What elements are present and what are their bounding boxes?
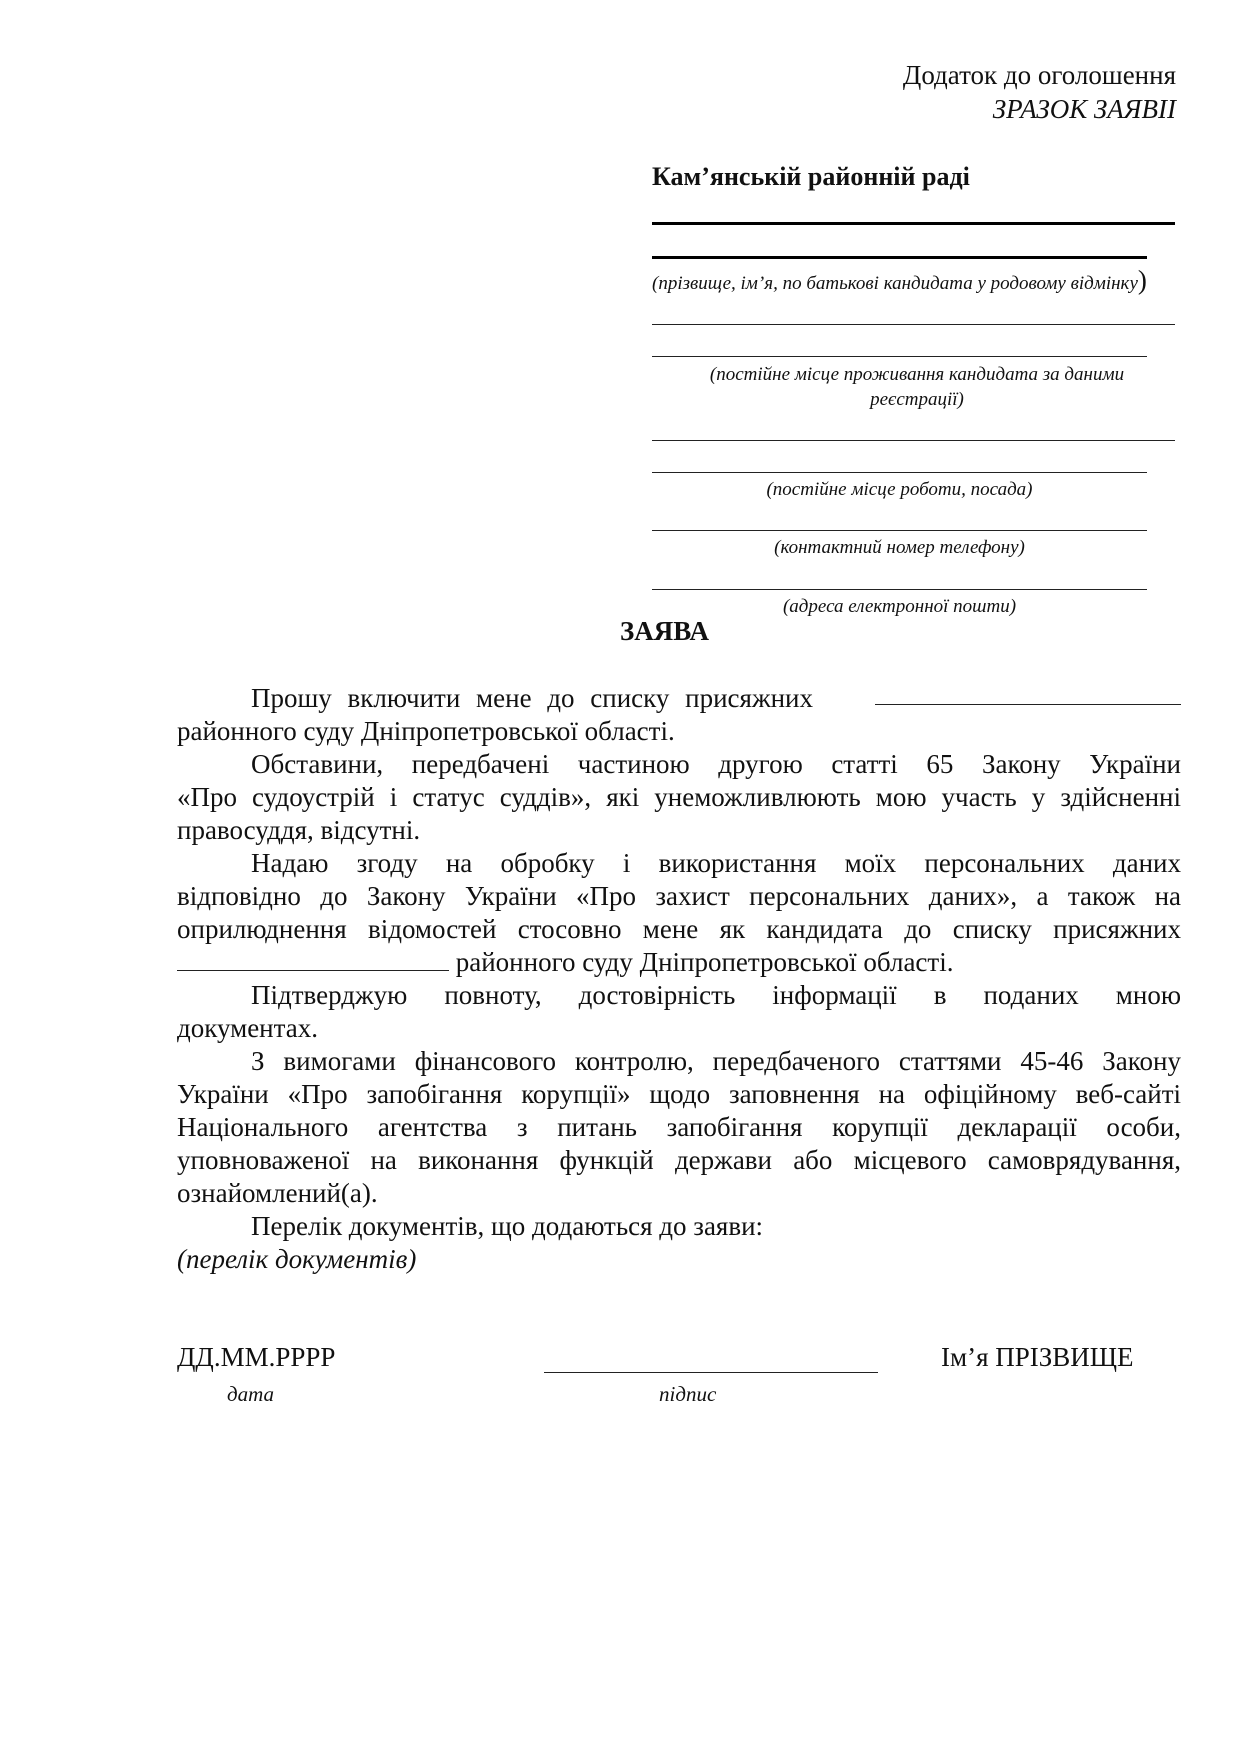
hint-residence-line-2: реєстрації) [870, 389, 964, 410]
p4-line-2: документах. [177, 1013, 318, 1043]
hint-name-text: (прізвище, ім’я, по батькові кандидата у родовому відмінку [652, 273, 1138, 294]
residence-line-1 [652, 324, 1175, 325]
hint-work: (постійне місце роботи, посада) [766, 479, 1033, 500]
documents-list: (перелік документів) [177, 1244, 417, 1274]
hint-phone: (контактний номер телефону) [774, 537, 1025, 558]
hint-residence-line-1: (постійне місце проживання кандидата за даними [709, 364, 1125, 385]
p1-text-a: Прошу включити мене до списку присяжних [251, 683, 813, 713]
p4-line-1: Підтверджую повноту, достовірність інформації в поданих мною [251, 980, 1181, 1010]
email-line [652, 589, 1147, 590]
name-line-2 [652, 256, 1147, 259]
full-name-value: Ім’я ПРІЗВИЩЕ [941, 1342, 1134, 1372]
p5-line-1: З вимогами фінансового контролю, передбаченого статтями 45-46 Закону [251, 1046, 1181, 1076]
paragraph-2 [177, 748, 1181, 847]
p1-line-2: районного суду Дніпропетровської області. [177, 716, 675, 746]
hint-name-paren: ) [1137, 265, 1147, 295]
court-name-blank-2[interactable] [177, 948, 449, 971]
hint-residence [652, 362, 1182, 412]
paragraph-3 [177, 847, 1181, 979]
signature-line[interactable] [544, 1372, 878, 1373]
p3-line-3: оприлюднення відомостей стосовно мене як кандидата до списку присяжних [177, 914, 1181, 944]
p3-line-2: відповідно до Закону України «Про захист персональних даних», а також на [177, 881, 1181, 911]
hint-email: (адреса електронної пошти) [782, 596, 1017, 617]
paragraph-1 [177, 682, 1181, 748]
sample-label: ЗРАЗОК ЗАЯВІІ [992, 94, 1176, 124]
p5-line-3: Національного агентства з питань запобігання корупції декларації особи, [177, 1112, 1181, 1142]
phone-line [652, 530, 1147, 531]
date-label: дата [227, 1382, 275, 1406]
annex-line: Додаток до оголошення [902, 60, 1176, 90]
signature-label: підпис [659, 1382, 717, 1406]
paragraph-4 [177, 979, 1181, 1045]
p3-line-4 [177, 946, 1181, 979]
work-line-1 [652, 440, 1175, 441]
paragraph-5 [177, 1045, 1181, 1210]
court-name-blank-1[interactable] [875, 682, 1181, 705]
paragraph-6 [177, 1210, 1181, 1276]
date-value: ДД.ММ.РРРР [177, 1342, 336, 1372]
p2-line-3: правосуддя, відсутні. [177, 815, 421, 845]
hint-name [652, 265, 1147, 296]
document-title: ЗАЯВА [620, 616, 710, 646]
work-line-2 [652, 472, 1147, 473]
residence-line-2 [652, 356, 1147, 357]
p2-line-1: Обставини, передбачені частиною другою статті 65 Закону України [251, 749, 1181, 779]
name-line-1 [652, 222, 1175, 225]
p3-text-d: районного суду Дніпропетровської області. [455, 947, 954, 977]
p5-line-2: України «Про запобігання корупції» щодо заповнення на офіційному веб-сайті [177, 1079, 1181, 1109]
recipient-name: Кам’янській районній раді [652, 162, 970, 191]
p5-line-5: ознайомлений(а). [177, 1178, 378, 1208]
p2-line-2: «Про судоустрій і статус суддів», які унеможливлюють мою участь у здійсненні [177, 782, 1181, 812]
p1-line-1 [177, 682, 1181, 715]
p5-line-4: уповноваженої на виконання функцій держави або місцевого самоврядування, [177, 1145, 1181, 1175]
p3-line-1: Надаю згоду на обробку і використання моїх персональних даних [251, 848, 1181, 878]
p6-line-1: Перелік документів, що додаються до заяви: [251, 1211, 764, 1241]
